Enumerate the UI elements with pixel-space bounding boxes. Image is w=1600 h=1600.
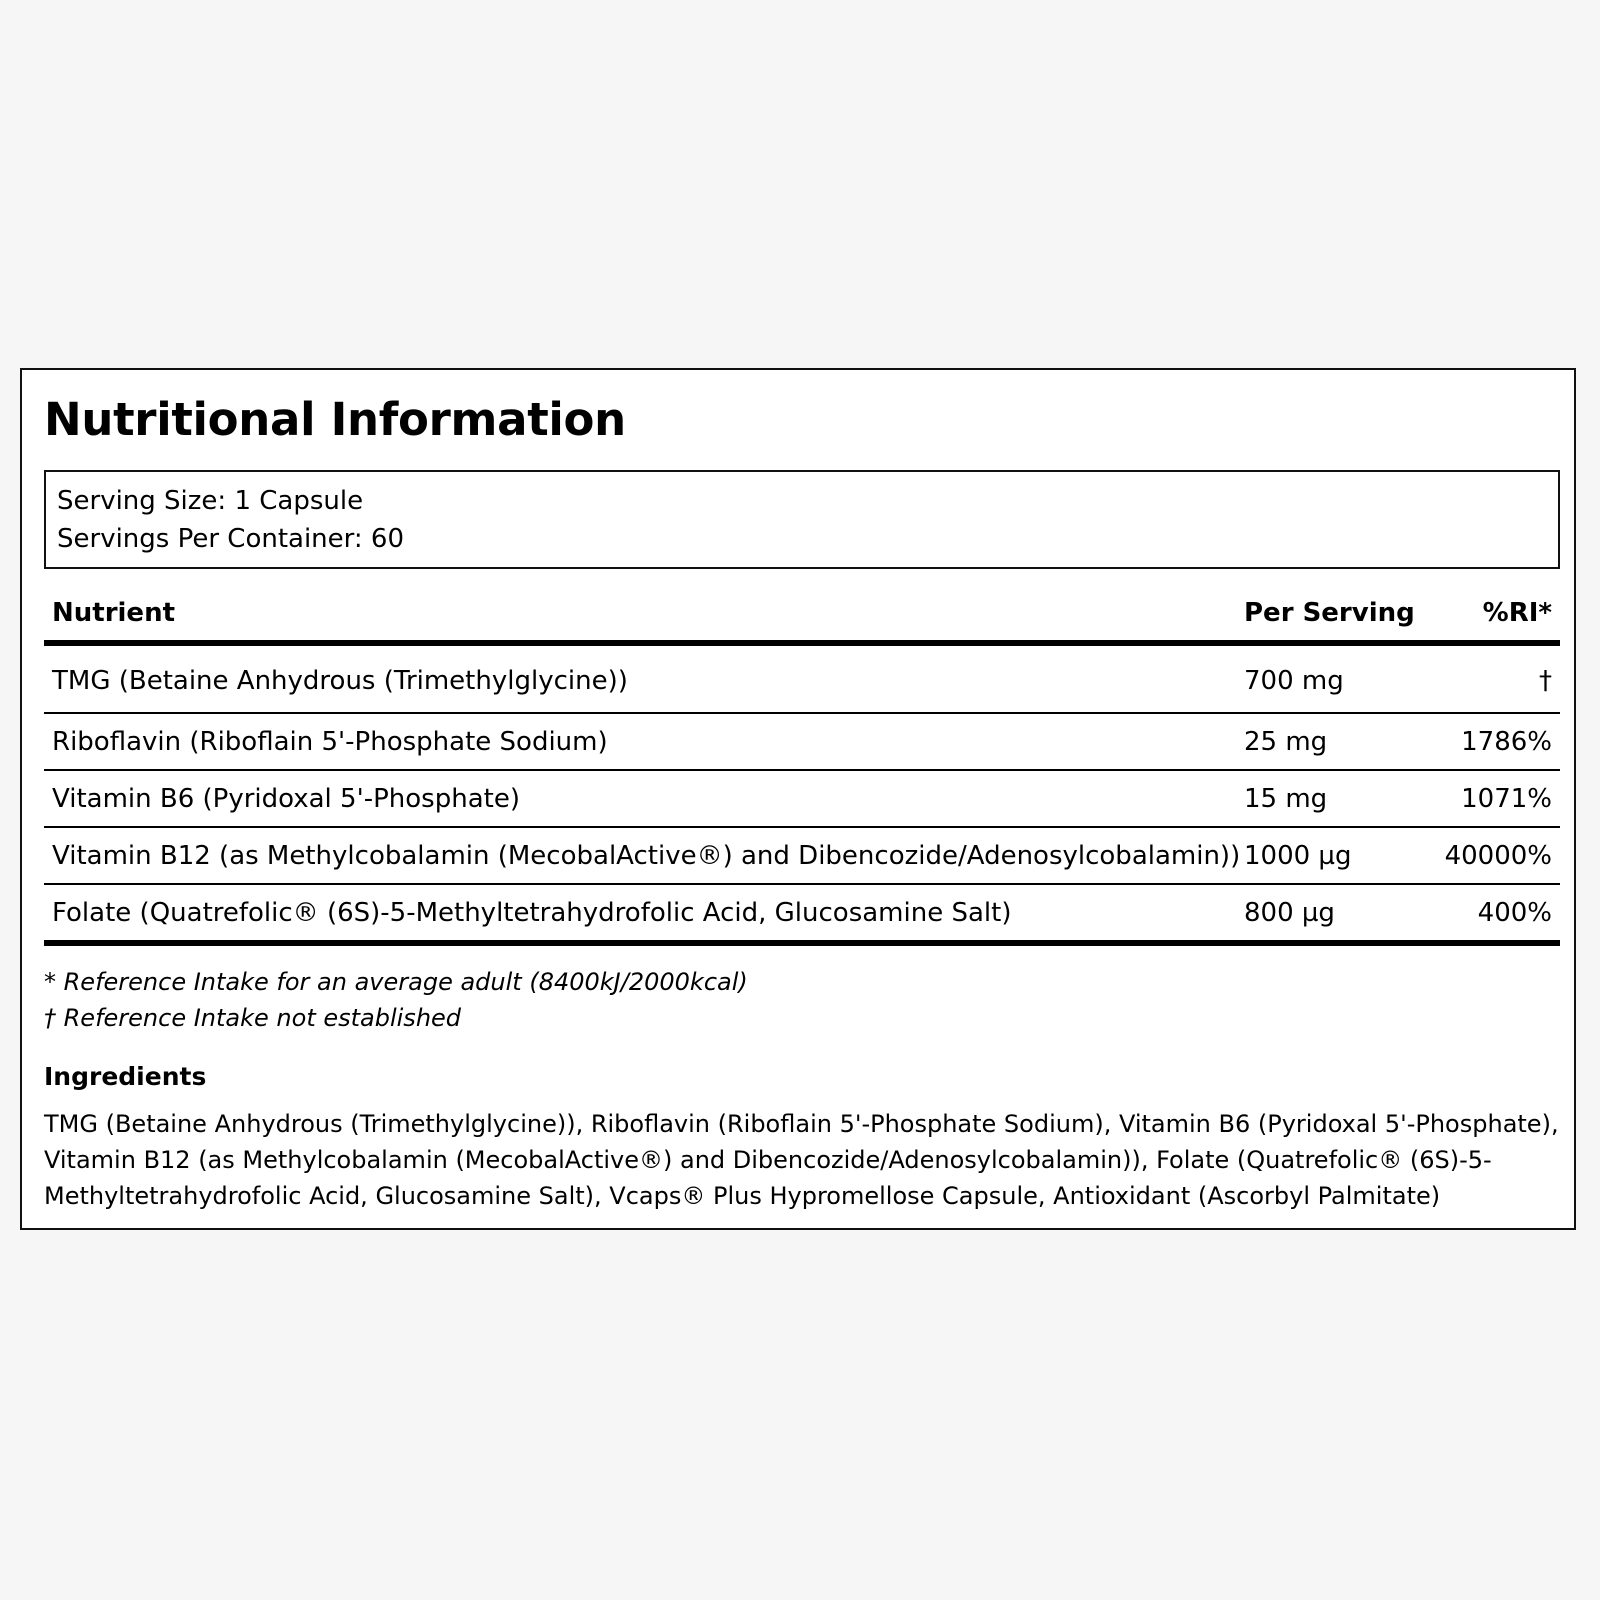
ingredients-heading: Ingredients (44, 1062, 207, 1091)
footnote-not-established: † Reference Intake not established (44, 1004, 462, 1032)
nutrient-amount: 800 µg (1236, 884, 1412, 943)
nutrient-table (44, 592, 1560, 946)
serving-size: Serving Size: 1 Capsule (57, 486, 364, 516)
nutrient-name: Riboflavin (Riboflain 5'-Phosphate Sodium) (44, 713, 1236, 770)
nutrient-ri: 1786% (1412, 713, 1560, 770)
page-title: Nutritional Information (44, 393, 626, 446)
nutrient-name: Folate (Quatrefolic® (6S)-5-Methyltetrahydrofolic Acid, Glucosamine Salt) (44, 884, 1236, 943)
nutrient-amount: 700 mg (1236, 643, 1412, 713)
nutrient-ri: 400% (1412, 884, 1560, 943)
nutrient-ri: † (1412, 643, 1560, 713)
header-ri: %RI* (1412, 592, 1560, 643)
nutrient-name: Vitamin B12 (as Methylcobalamin (MecobalActive®) and Dibencozide/Adenosylcobalamin)) (44, 827, 1236, 884)
servings-per-container: Servings Per Container: 60 (57, 524, 405, 554)
table-row (44, 884, 1560, 943)
table-row (44, 827, 1560, 884)
nutrient-amount: 15 mg (1236, 770, 1412, 827)
footnotes (44, 964, 748, 1036)
nutrient-ri: 40000% (1412, 827, 1560, 884)
header-nutrient: Nutrient (44, 592, 1236, 643)
nutrient-amount: 25 mg (1236, 713, 1412, 770)
footnote-reference-intake: * Reference Intake for an average adult (8400kJ/2000kcal) (44, 968, 748, 996)
nutrient-name: Vitamin B6 (Pyridoxal 5'-Phosphate) (44, 770, 1236, 827)
header-per-serving: Per Serving (1236, 592, 1412, 643)
table-header-row (44, 592, 1560, 643)
table-row (44, 770, 1560, 827)
nutrition-panel (20, 368, 1576, 1230)
ingredients-text: TMG (Betaine Anhydrous (Trimethylglycine)), Riboflavin (Riboflain 5'-Phosphate Sodium), Vitamin B6 (Pyridoxal 5'-Phosphate), Vitamin B12 (as Methylcobalamin (MecobalActive®) and Dibencozide/Adenosylcobalamin)), Folate (Quatrefolic® (6S)-5-Methyltetrahydrofolic Acid, Glucosamine Salt), Vcaps® Plus Hypromellose Capsule, Antioxidant (Ascorbyl Palmitate) (44, 1110, 1559, 1210)
nutrient-amount: 1000 µg (1236, 827, 1412, 884)
nutrient-ri: 1071% (1412, 770, 1560, 827)
nutrient-name: TMG (Betaine Anhydrous (Trimethylglycine)) (44, 643, 1236, 713)
serving-info-box (44, 470, 1560, 569)
table-row (44, 643, 1560, 713)
table-row (44, 713, 1560, 770)
